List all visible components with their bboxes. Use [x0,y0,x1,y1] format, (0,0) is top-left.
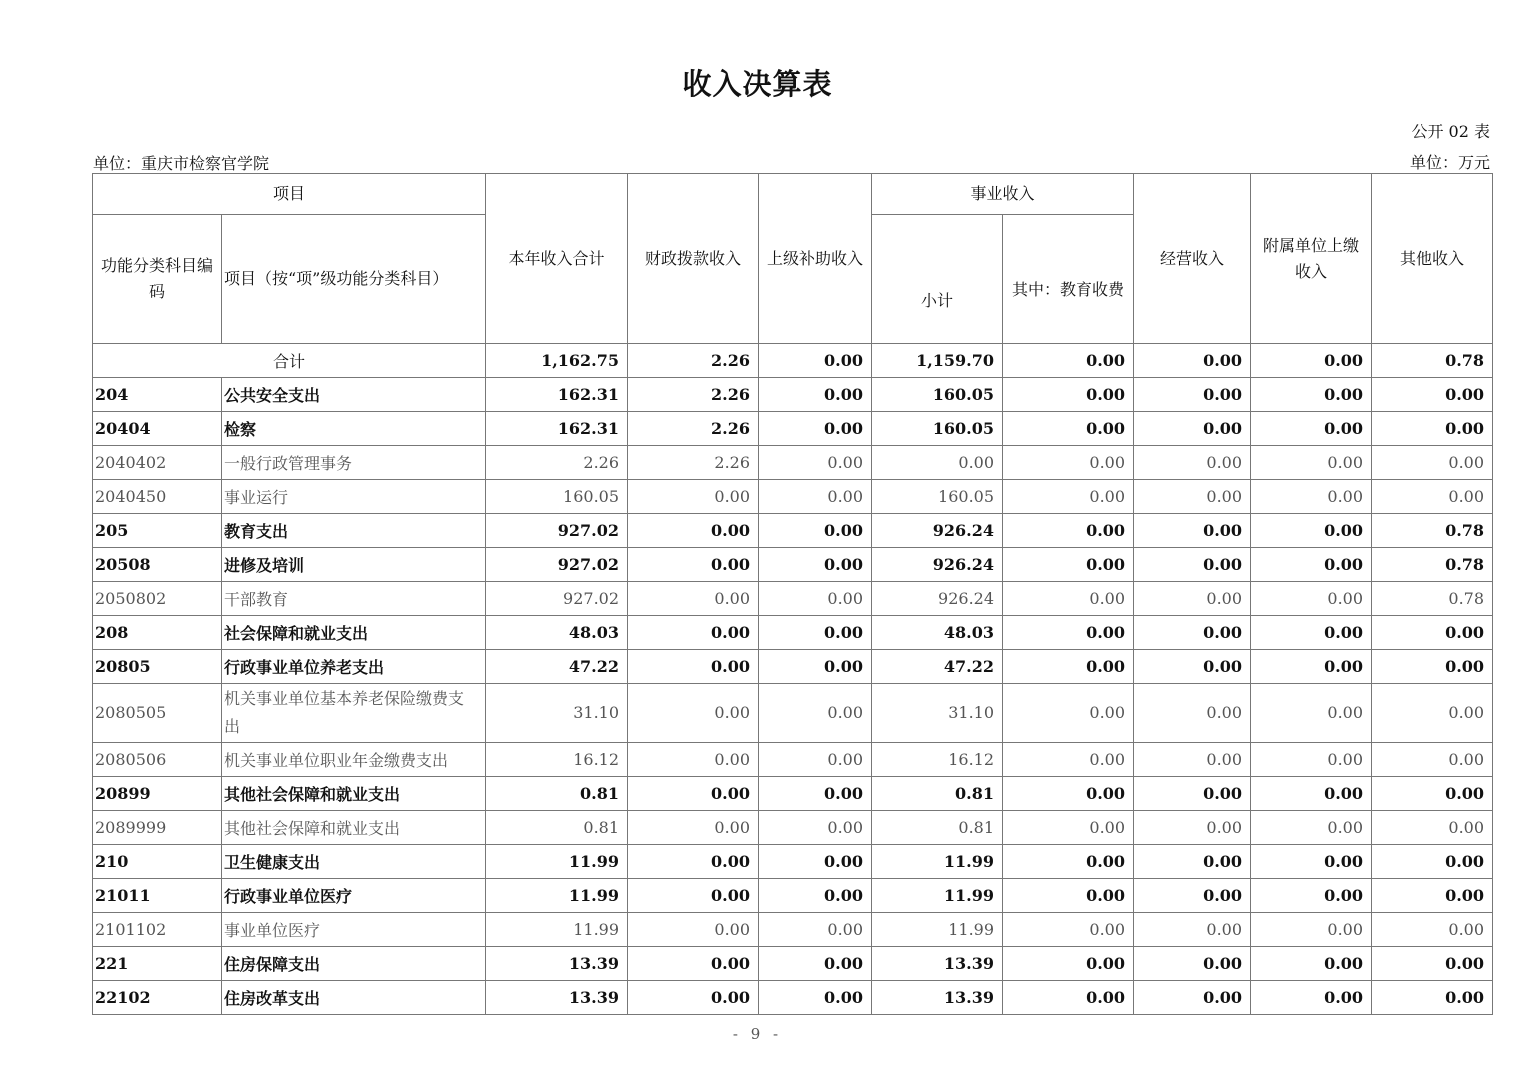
table-row [93,616,1493,650]
table-row [93,412,1493,446]
row-value: 2.26 [486,446,628,480]
row-value: 0.00 [1372,777,1493,811]
row-value: 0.00 [1134,480,1251,514]
header-function-code: 功能分类科目编码 [93,215,222,344]
row-value: 13.39 [486,981,628,1015]
table-row [93,548,1493,582]
row-value: 0.00 [1003,582,1134,616]
row-value: 160.05 [872,412,1003,446]
row-value: 0.00 [1134,947,1251,981]
row-value: 0.00 [1372,947,1493,981]
row-code: 22102 [93,981,222,1015]
row-value: 0.00 [759,412,872,446]
row-value: 0.00 [1003,913,1134,947]
row-value: 926.24 [872,582,1003,616]
row-value: 0.00 [759,650,872,684]
row-value: 0.00 [1003,412,1134,446]
row-value: 0.00 [1372,743,1493,777]
row-value: 0.00 [1251,616,1372,650]
row-value: 0.00 [1003,480,1134,514]
header-project: 项目 [93,174,486,215]
row-value: 0.00 [759,811,872,845]
row-value: 0.00 [1003,378,1134,412]
row-value: 0.00 [628,845,759,879]
row-value: 0.00 [1134,743,1251,777]
row-code: 20899 [93,777,222,811]
row-value: 31.10 [486,684,628,743]
row-value: 0.81 [872,811,1003,845]
row-name: 检察 [222,412,486,446]
header-total-income: 本年收入合计 [486,174,628,344]
row-value: 0.00 [759,514,872,548]
row-value: 0.00 [628,913,759,947]
row-value: 0.00 [628,514,759,548]
row-code: 2101102 [93,913,222,947]
row-value: 926.24 [872,514,1003,548]
row-name: 其他社会保障和就业支出 [222,777,486,811]
row-value: 0.00 [759,480,872,514]
row-value: 0.00 [1134,811,1251,845]
row-value: 13.39 [486,947,628,981]
total-value: 0.00 [1251,344,1372,378]
row-name: 行政事业单位医疗 [222,879,486,913]
row-value: 0.00 [1134,548,1251,582]
row-value: 0.00 [1372,845,1493,879]
row-value: 0.00 [628,582,759,616]
row-value: 0.00 [1372,879,1493,913]
row-value: 0.00 [1372,650,1493,684]
row-code: 210 [93,845,222,879]
table-row [93,777,1493,811]
row-value: 927.02 [486,548,628,582]
row-name: 事业单位医疗 [222,913,486,947]
row-value: 0.00 [1134,684,1251,743]
table-row [93,582,1493,616]
row-value: 0.00 [759,981,872,1015]
header-fiscal-appropriation: 财政拨款收入 [628,174,759,344]
row-value: 0.00 [1003,514,1134,548]
row-value: 0.00 [1251,845,1372,879]
row-code: 2040450 [93,480,222,514]
row-value: 0.00 [1003,446,1134,480]
row-value: 160.05 [486,480,628,514]
total-value: 0.78 [1372,344,1493,378]
row-value: 48.03 [486,616,628,650]
total-row [93,344,1493,378]
page-title: 收入决算表 [682,67,833,101]
total-value: 0.00 [1134,344,1251,378]
row-value: 0.00 [1003,684,1134,743]
table-row [93,684,1493,743]
row-value: 0.00 [1251,811,1372,845]
row-value: 0.00 [628,743,759,777]
row-value: 13.39 [872,981,1003,1015]
row-code: 221 [93,947,222,981]
table-body [93,344,1493,1015]
row-value: 0.00 [628,650,759,684]
row-value: 0.81 [486,811,628,845]
row-value: 0.00 [1003,616,1134,650]
row-code: 2080506 [93,743,222,777]
row-value: 2.26 [628,378,759,412]
row-value: 16.12 [486,743,628,777]
row-name: 公共安全支出 [222,378,486,412]
total-value: 1,162.75 [486,344,628,378]
row-value: 0.00 [1134,981,1251,1015]
row-value: 0.00 [628,548,759,582]
row-value: 0.00 [1134,879,1251,913]
row-code: 20805 [93,650,222,684]
header-item-name: 项目（按“项”级功能分类科目） [222,215,486,344]
row-value: 0.00 [628,879,759,913]
row-name: 其他社会保障和就业支出 [222,811,486,845]
table-row [93,981,1493,1015]
row-value: 0.00 [1251,913,1372,947]
row-value: 0.00 [1134,845,1251,879]
row-code: 208 [93,616,222,650]
table-row [93,913,1493,947]
row-value: 0.00 [1372,811,1493,845]
header-affiliated-income: 附属单位上缴收入 [1251,174,1372,344]
table-row [93,378,1493,412]
unit-currency: 单位：万元 [1409,153,1490,172]
row-value: 0.00 [872,446,1003,480]
row-code: 2050802 [93,582,222,616]
row-code: 204 [93,378,222,412]
row-value: 0.00 [1372,684,1493,743]
row-value: 0.00 [628,981,759,1015]
row-value: 0.00 [1003,879,1134,913]
row-value: 0.00 [1134,582,1251,616]
row-value: 0.00 [1134,616,1251,650]
row-name: 干部教育 [222,582,486,616]
header-other-income: 其他收入 [1372,174,1493,344]
row-value: 0.00 [1134,913,1251,947]
row-name: 一般行政管理事务 [222,446,486,480]
total-value: 0.00 [759,344,872,378]
row-code: 2080505 [93,684,222,743]
table-row [93,947,1493,981]
row-value: 31.10 [872,684,1003,743]
row-value: 160.05 [872,480,1003,514]
row-value: 926.24 [872,548,1003,582]
row-value: 0.00 [1003,947,1134,981]
row-name: 机关事业单位职业年金缴费支出 [222,743,486,777]
row-value: 0.78 [1372,514,1493,548]
row-value: 0.00 [1251,777,1372,811]
row-value: 11.99 [872,879,1003,913]
row-value: 0.00 [1251,684,1372,743]
row-value: 0.00 [759,845,872,879]
row-value: 0.00 [759,378,872,412]
row-value: 0.00 [628,947,759,981]
row-value: 0.00 [1251,548,1372,582]
row-value: 0.00 [759,616,872,650]
row-value: 48.03 [872,616,1003,650]
table-row [93,743,1493,777]
row-value: 0.00 [759,548,872,582]
row-value: 0.00 [1251,879,1372,913]
table-row [93,811,1493,845]
row-value: 0.00 [759,879,872,913]
table-row [93,845,1493,879]
row-name: 社会保障和就业支出 [222,616,486,650]
row-name: 机关事业单位基本养老保险缴费支出 [222,684,486,743]
row-value: 0.00 [1003,777,1134,811]
unit-organization: 单位：重庆市检察官学院 [93,154,270,173]
page-number: - 9 - [732,1025,783,1043]
row-value: 0.00 [1251,514,1372,548]
row-value: 0.00 [759,684,872,743]
row-value: 0.00 [1251,412,1372,446]
row-value: 11.99 [486,845,628,879]
row-value: 0.78 [1372,582,1493,616]
row-value: 0.00 [1372,616,1493,650]
header-operating-income: 经营收入 [1134,174,1251,344]
row-value: 0.00 [759,446,872,480]
table-row [93,514,1493,548]
row-value: 0.00 [1134,378,1251,412]
row-value: 47.22 [872,650,1003,684]
row-value: 0.00 [1134,777,1251,811]
row-value: 0.00 [1251,743,1372,777]
row-value: 0.00 [1134,650,1251,684]
row-value: 927.02 [486,514,628,548]
row-value: 0.00 [759,582,872,616]
row-value: 13.39 [872,947,1003,981]
row-value: 0.00 [628,616,759,650]
table-row [93,446,1493,480]
row-value: 0.00 [1134,514,1251,548]
row-value: 0.00 [1003,650,1134,684]
row-name: 教育支出 [222,514,486,548]
row-value: 0.00 [1251,446,1372,480]
row-value: 0.00 [759,947,872,981]
row-name: 住房保障支出 [222,947,486,981]
row-code: 21011 [93,879,222,913]
row-value: 0.00 [1372,480,1493,514]
total-value: 0.00 [1003,344,1134,378]
row-value: 0.00 [1003,811,1134,845]
row-value: 0.00 [1003,548,1134,582]
row-value: 162.31 [486,378,628,412]
row-value: 47.22 [486,650,628,684]
total-value: 1,159.70 [872,344,1003,378]
row-value: 0.78 [1372,548,1493,582]
row-value: 0.00 [1251,378,1372,412]
row-value: 16.12 [872,743,1003,777]
row-name: 进修及培训 [222,548,486,582]
row-name: 事业运行 [222,480,486,514]
row-value: 0.00 [628,777,759,811]
row-value: 0.00 [1134,446,1251,480]
row-value: 11.99 [872,845,1003,879]
row-name: 住房改革支出 [222,981,486,1015]
row-code: 2040402 [93,446,222,480]
row-value: 11.99 [872,913,1003,947]
row-value: 0.00 [1372,913,1493,947]
table-row [93,480,1493,514]
row-value: 0.00 [1372,981,1493,1015]
row-value: 0.00 [1251,650,1372,684]
row-value: 0.00 [1251,582,1372,616]
row-code: 2089999 [93,811,222,845]
row-value: 0.81 [486,777,628,811]
table-row [93,650,1493,684]
header-education-fee: 其中：教育收费 [1003,215,1134,344]
row-value: 0.00 [1251,981,1372,1015]
row-value: 0.81 [872,777,1003,811]
row-code: 20508 [93,548,222,582]
header-subtotal: 小计 [872,215,1003,344]
row-value: 11.99 [486,879,628,913]
row-code: 205 [93,514,222,548]
header-business-income: 事业收入 [872,174,1134,215]
row-value: 927.02 [486,582,628,616]
row-name: 行政事业单位养老支出 [222,650,486,684]
row-value: 0.00 [1372,378,1493,412]
row-value: 0.00 [1251,947,1372,981]
table-row [93,879,1493,913]
row-value: 0.00 [1372,412,1493,446]
row-value: 0.00 [1003,845,1134,879]
row-value: 2.26 [628,446,759,480]
row-value: 162.31 [486,412,628,446]
row-value: 0.00 [759,913,872,947]
row-value: 0.00 [1003,981,1134,1015]
total-label: 合计 [93,344,486,378]
row-value: 0.00 [759,743,872,777]
income-final-accounts-table [92,173,1493,1015]
header-superior-subsidy: 上级补助收入 [759,174,872,344]
row-value: 0.00 [759,777,872,811]
row-code: 20404 [93,412,222,446]
row-value: 0.00 [1134,412,1251,446]
table-number: 公开 02 表 [1411,122,1490,141]
row-value: 0.00 [1251,480,1372,514]
row-value: 0.00 [1003,743,1134,777]
row-value: 0.00 [628,811,759,845]
row-value: 11.99 [486,913,628,947]
row-name: 卫生健康支出 [222,845,486,879]
total-value: 2.26 [628,344,759,378]
row-value: 0.00 [628,684,759,743]
row-value: 0.00 [628,480,759,514]
row-value: 0.00 [1372,446,1493,480]
row-value: 160.05 [872,378,1003,412]
row-value: 2.26 [628,412,759,446]
